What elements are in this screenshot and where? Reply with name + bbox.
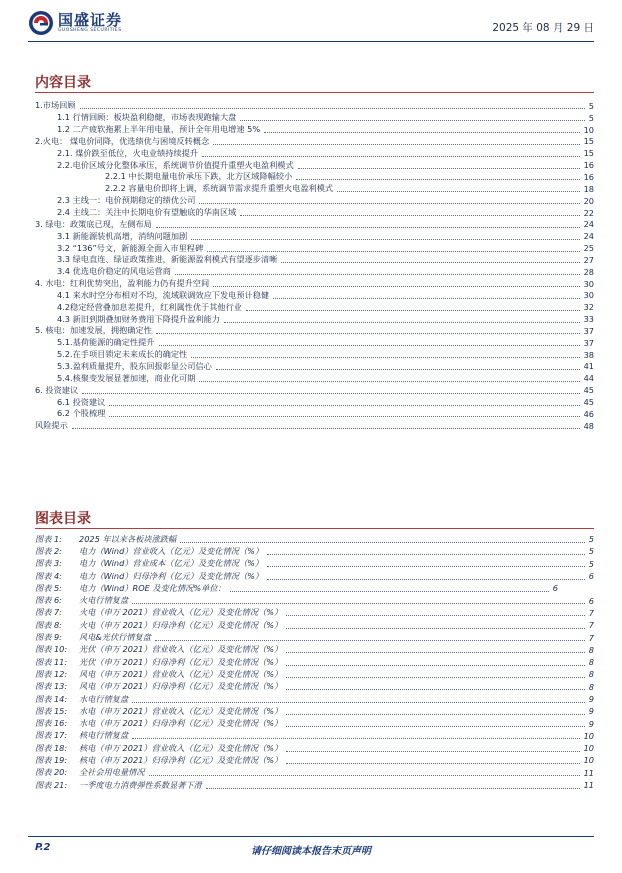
figure-page: 10 [583,755,594,766]
figure-title: 光伏（申万 2021）营业收入（亿元）及变化情况（%） [79,644,283,655]
toc-entry-label: 5.4.核聚变发展显著加速，商业化可期 [57,372,196,383]
figure-title: 火电行情复盘 [79,595,129,606]
toc-entry[interactable] [35,420,594,432]
dot-leader [199,381,579,382]
dot-leader [132,702,585,703]
dot-leader [240,120,584,121]
dot-leader [224,322,580,323]
toc-entry[interactable] [35,159,594,171]
figures-heading: 图表目录 [35,511,91,527]
figure-page: 10 [583,730,594,741]
figures-heading-divider [35,528,594,529]
dot-leader [286,677,585,678]
toc-entry-label: 3.3 绿电直连、绿证政策推进，新能源盈利模式有望逐步清晰 [57,254,278,265]
toc-entry-label: 5.3.盈利质量提升，股东回报彰显公司信心 [57,360,212,371]
figure-page: 5 [588,534,594,545]
toc-entry-label: 2.2.1 中长期电量电价承压下跌，北方区域降幅较小 [105,171,293,182]
dot-leader [132,738,579,739]
dot-leader [156,333,580,334]
dot-leader [286,615,585,616]
dot-leader [207,251,579,252]
toc-entry-page: 15 [583,136,594,147]
dot-leader [72,428,580,429]
dot-leader [213,286,579,287]
toc-entry-label: 2.2.电价区域分化整体承压，系统调节价值提升重塑火电盈利模式 [57,159,294,170]
toc-entry-label: 1.市场回顾 [35,100,76,111]
dot-leader [240,215,579,216]
footer-divider [28,836,594,837]
toc-entry[interactable] [35,278,594,290]
toc-entry-page: 37 [583,325,594,336]
figure-page: 6 [552,583,558,594]
dot-leader [286,751,579,752]
figure-page: 8 [588,657,594,668]
toc-entry[interactable] [35,361,594,373]
dot-leader [230,591,549,592]
toc-entry-label: 3.2 “136”号文，新能源全面入市里程碑 [57,242,204,253]
figure-number: 图表 7: [35,607,62,618]
logo-name-en: GUOSHENG SECURITIES [58,28,122,33]
toc-entry-page: 44 [583,373,594,384]
dot-leader [132,603,585,604]
dot-leader [286,689,585,690]
dot-leader [109,405,579,406]
toc-entry-label: 1.1 行情回顾：板块盈利稳健，市场表现跑输大盘 [57,112,237,123]
toc-entry-label: 风险提示 [35,420,68,431]
dot-leader [296,179,579,180]
toc-entry-page: 24 [583,219,594,230]
dot-leader [180,542,585,543]
figure-page: 11 [583,767,594,778]
figure-page: 5 [588,546,594,557]
toc-entry-label: 4.2稳定经营叠加息差提升，红利属性优于其他行业 [57,301,242,312]
figure-entry[interactable] [35,681,594,693]
page-number: P.2 [35,842,51,853]
toc-entry-label: 2.火电： 煤电价同降，优选绩优与困境反转概念 [35,135,210,146]
logo-name-cn: 国盛证券 [58,11,123,29]
dot-leader [213,144,579,145]
dot-leader [199,203,579,204]
dot-leader [216,369,580,370]
figure-number: 图表 10: [35,644,68,655]
figure-number: 图表 4: [35,570,62,581]
figure-entry[interactable] [35,693,594,705]
toc-entry[interactable] [35,136,594,148]
figure-entry[interactable] [35,754,594,766]
figure-page: 8 [588,644,594,655]
toc-entry-label: 3.1 新能源装机高增，消纳问题加剧 [57,230,188,241]
dot-leader [298,168,580,169]
toc-entry[interactable] [35,100,594,112]
figure-number: 图表 9: [35,632,62,643]
figure-page: 5 [588,558,594,569]
figure-number: 图表 15: [35,705,68,716]
figure-number: 图表 11: [35,656,68,667]
figure-number: 图表 8: [35,619,62,630]
figure-entry[interactable] [35,570,594,582]
toc-entry[interactable] [35,124,594,136]
figure-title: 核电（申万 2021）营业收入（亿元）及变化情况（%） [79,742,283,753]
dot-leader [286,714,585,715]
figure-title: 风电（申万 2021）营业收入（亿元）及变化情况（%） [79,668,283,679]
toc-heading-divider [35,92,594,93]
guosheng-logo-icon [28,10,54,36]
figure-title: 风电&光伏行情复盘 [79,632,151,643]
figure-page: 8 [588,681,594,692]
figure-title: 一季度电力消费弹性系数显著下滑 [79,779,202,790]
toc-entry[interactable] [35,242,594,254]
figure-entry[interactable] [35,582,558,594]
toc-entry[interactable] [35,218,594,230]
figure-page: 6 [588,595,594,606]
toc-entry[interactable] [35,349,594,361]
dot-leader [264,132,579,133]
dot-leader [267,579,585,580]
page-header [28,8,594,38]
figure-title: 电力（Wind）归母净利（亿元）及变化情况（%） [79,570,264,581]
figure-number: 图表 3: [35,558,62,569]
figure-number: 图表 2: [35,545,62,556]
toc-entry-page: 20 [583,195,594,206]
toc-entry[interactable] [35,384,594,396]
figure-entry[interactable] [35,619,594,631]
figure-page: 7 [588,632,594,643]
figure-title: 核电（申万 2021）归母净利（亿元）及变化情况（%） [79,754,283,765]
toc-entry-label: 6. 投资建议 [35,384,79,395]
dot-leader [82,393,579,394]
figure-number: 图表 5: [35,582,62,593]
figure-number: 图表 19: [35,754,68,765]
toc-entry-page: 16 [583,160,594,171]
figure-title: 火电（申万 2021）营业收入（亿元）及变化情况（%） [79,607,283,618]
header-divider [28,41,594,42]
figure-entry[interactable] [35,545,594,557]
figure-number: 图表 18: [35,742,68,753]
figure-title: 2025 年以来各板块涨跌幅 [79,533,177,544]
toc-entry-page: 45 [583,397,594,408]
toc-entry-label: 2.3 主线一：电价预期稳定的绩优公司 [57,195,196,206]
figure-title: 水电（申万 2021）营业收入（亿元）及变化情况（%） [79,705,283,716]
figure-title: 水电行情复盘 [79,693,129,704]
toc-entry-label: 3. 绿电：政策底已现，左侧布局 [35,218,152,229]
dot-leader [337,191,579,192]
figure-entry[interactable] [35,767,594,779]
figure-entry[interactable] [35,631,594,643]
toc-entry-label: 3.4 优选电价稳定的风电运营商 [57,266,171,277]
toc-entry-label: 6.2 个股梳理 [57,408,106,419]
figure-entry[interactable] [35,717,594,729]
figure-number: 图表 1: [35,533,62,544]
toc-entry[interactable] [35,325,594,337]
dot-leader [149,775,580,776]
toc-entry-label: 2.1. 煤价跌至低位，火电业绩持续提升 [57,147,199,158]
figure-page: 9 [588,718,594,729]
dot-leader [246,310,580,311]
figures-list [35,533,594,791]
figure-page: 7 [588,607,594,618]
toc-entry-page: 16 [583,171,594,182]
toc-entry-label: 6.1 投资建议 [57,396,106,407]
company-logo [28,8,122,38]
toc-entry-page: 24 [583,231,594,242]
dot-leader [206,788,580,789]
toc-entry-page: 15 [583,148,594,159]
figure-page: 10 [583,743,594,754]
figure-title: 全社会用电量情况 [79,767,145,778]
dot-leader [191,239,579,240]
figure-number: 图表 14: [35,693,68,704]
toc-entry-page: 45 [583,385,594,396]
toc-entry-page: 25 [583,243,594,254]
toc-entry-page: 37 [583,337,594,348]
toc-entry[interactable] [35,183,594,195]
dot-leader [80,108,585,109]
toc-entry[interactable] [35,313,594,325]
dot-leader [159,345,580,346]
toc-entry-page: 41 [583,361,594,372]
figure-title: 电力（Wind）ROE 及变化情况%单位： [79,582,226,593]
toc-entry-page: 28 [583,266,594,277]
figure-number: 图表 6: [35,595,62,606]
toc-entry[interactable] [35,171,594,183]
dot-leader [286,665,585,666]
dot-leader [286,628,585,629]
toc-entry-page: 10 [583,124,594,135]
figure-entry[interactable] [35,558,594,570]
toc-entry-page: 48 [583,420,594,431]
report-date: 2025 年 08 月 29 日 [492,22,594,34]
figure-page: 9 [588,706,594,717]
dot-leader [191,357,579,358]
toc-entry-label: 4.1 来水时空分布相对不均，流域联调效应下发电预计稳健 [57,289,270,300]
toc-entry-label: 5.2.在手项目锁定未来成长的确定性 [57,349,188,360]
toc-entry-page: 5 [588,100,594,111]
figure-page: 6 [588,571,594,582]
toc-entry[interactable] [35,112,594,124]
dot-leader [267,566,585,567]
toc-entry[interactable] [35,147,594,159]
toc-entry-label: 5.1.基荷能源的确定性提升 [57,337,155,348]
figure-entry[interactable] [35,656,594,668]
toc-entry[interactable] [35,337,594,349]
dot-leader [267,554,585,555]
figure-entry[interactable] [35,644,594,656]
toc-entry-label: 1.2 二产疲软拖累上半年用电量，预计全年用电增速 5% [57,124,261,135]
figure-number: 图表 16: [35,718,68,729]
toc-entry-page: 22 [583,207,594,218]
figure-entry[interactable] [35,742,594,754]
toc-entry[interactable] [35,290,594,302]
dot-leader [175,274,580,275]
figure-number: 图表 12: [35,668,68,679]
toc-entry-page: 30 [583,290,594,301]
figure-entry[interactable] [35,533,594,545]
toc-entry[interactable] [35,396,594,408]
toc-entry[interactable] [35,301,594,313]
toc-entry[interactable] [35,195,594,207]
figure-entry[interactable] [35,607,594,619]
figure-title: 核电行情复盘 [79,730,129,741]
toc-entry-label: 2.4 主线二：关注中长期电价有望触底的华南区域 [57,207,237,218]
figure-entry[interactable] [35,668,594,680]
dot-leader [155,640,585,641]
dot-leader [109,416,579,417]
toc-entry-label: 4. 水电：红利优势突出，盈利能力仍有提升空间 [35,278,210,289]
dot-leader [156,227,580,228]
figure-number: 图表 17: [35,730,68,741]
disclaimer-note: 请仔细阅读本报告末页声明 [251,846,371,857]
dot-leader [273,298,579,299]
figure-number: 图表 20: [35,767,68,778]
figure-title: 火电（申万 2021）归母净利（亿元）及变化情况（%） [79,619,283,630]
figure-title: 光伏（申万 2021）归母净利（亿元）及变化情况（%） [79,656,283,667]
figure-page: 7 [588,620,594,631]
dot-leader [286,652,585,653]
toc-entry-page: 33 [583,314,594,325]
toc-entry-label: 4.3 新旧到期叠加财务费用下降提升盈利能力 [57,313,220,324]
figure-title: 风电（申万 2021）归母净利（亿元）及变化情况（%） [79,681,283,692]
figure-number: 图表 13: [35,681,68,692]
toc-entry[interactable] [35,372,594,384]
toc-entry-page: 32 [583,302,594,313]
dot-leader [202,156,580,157]
figure-entry[interactable] [35,705,594,717]
figure-title: 电力（Wind）营业收入（亿元）及变化情况（%） [79,545,264,556]
dot-leader [286,726,585,727]
dot-leader [286,763,579,764]
figure-page: 8 [588,669,594,680]
figure-entry[interactable] [35,779,594,791]
toc-entry-page: 18 [583,183,594,194]
toc-entry[interactable] [35,207,594,219]
toc-entry-page: 27 [583,254,594,265]
figure-title: 电力（Wind）营业成本（亿元）及变化情况（%） [79,558,264,569]
toc-heading: 内容目录 [35,75,91,91]
dot-leader [281,262,579,263]
toc-entry[interactable] [35,254,594,266]
figure-page: 11 [583,780,594,791]
toc-entry-page: 38 [583,349,594,360]
figure-number: 图表 21: [35,779,68,790]
toc-entry[interactable] [35,230,594,242]
toc-entry[interactable] [35,408,594,420]
toc-entry-page: 46 [583,408,594,419]
figure-page: 9 [588,694,594,704]
toc-entry[interactable] [35,266,594,278]
contents-list [35,100,594,432]
toc-entry-label: 2.2.2 容量电价即将上调，系统调节需求提升重塑火电盈利模式 [105,183,334,194]
toc-entry-label: 5. 核电：加速发展，拥抱确定性 [35,325,152,336]
toc-entry-page: 30 [583,278,594,289]
figure-entry[interactable] [35,730,594,742]
toc-entry-page: 5 [588,112,594,123]
figure-entry[interactable] [35,594,594,606]
figure-title: 水电（申万 2021）归母净利（亿元）及变化情况（%） [79,718,283,729]
